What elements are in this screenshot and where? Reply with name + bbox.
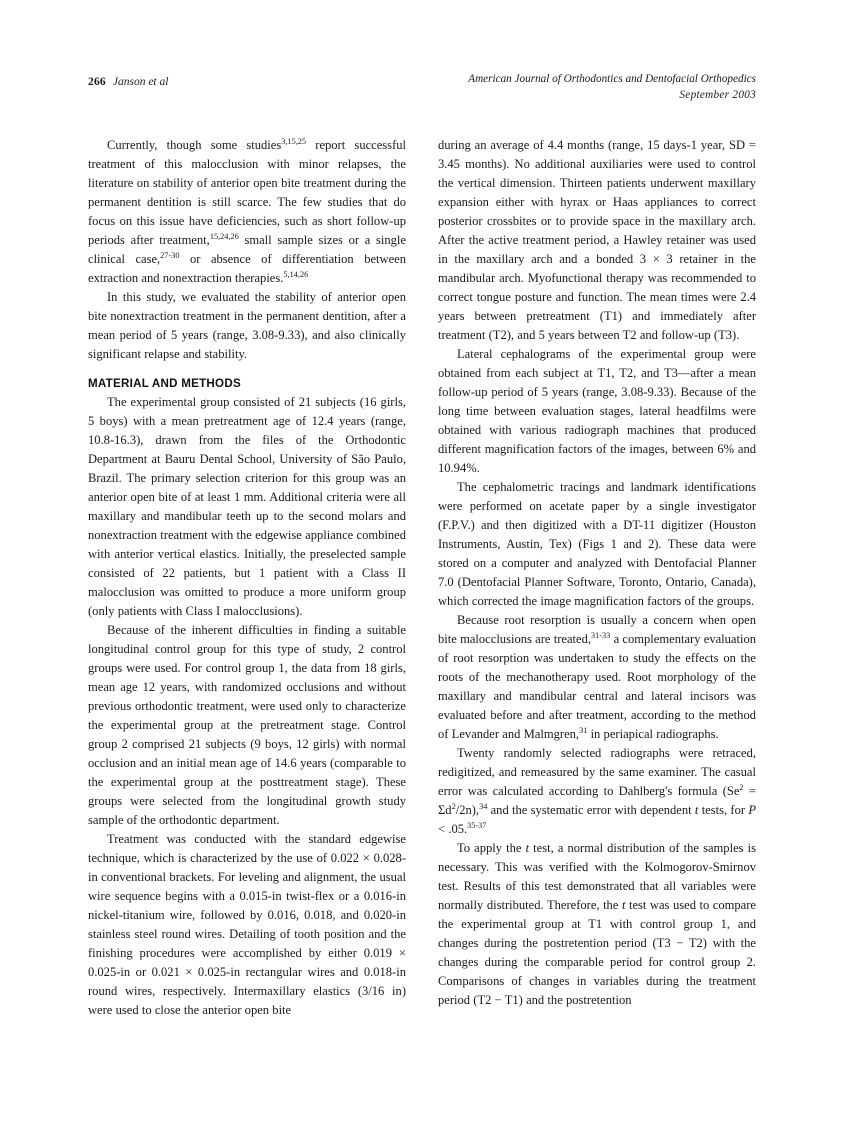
text-run: test was used to compare the experimental group at T1 with control group 1, and changes during the postretention period (T3 − T2) with the changes during the comparable period for control group 2. Comparisons of changes in variables during the treatment period (T2 − T1) and the postretention <box>438 898 756 1007</box>
citation-ref: 15,24,26 <box>209 231 239 241</box>
text-run: or absence of differentiation between extraction and nonextraction therapies. <box>88 252 406 285</box>
text-run: test, a normal distribution of the samples is necessary. This was verified with the Kolmogorov-Smirnov test. Results of this test demonstrated that all variables were normally distributed. Therefore, the <box>438 841 756 912</box>
text-run: = Σd <box>438 784 756 817</box>
text-run: Twenty randomly selected radiographs were retraced, redigitized, and remeasured by the same examiner. The casual error was calculated according to Dahlberg's formula (Se <box>438 746 756 798</box>
journal-title: American Journal of Orthodontics and Dentofacial Orthopedics <box>468 73 756 85</box>
issue-date: September 2003 <box>679 88 756 101</box>
text-run: To apply the <box>457 841 526 855</box>
citation-ref: 3,15,25 <box>281 136 307 146</box>
paragraph-experimental-group: The experimental group consisted of 21 subjects (16 girls, 5 boys) with a mean pretreatment age of 12.4 years (range, 10.8-16.3), drawn from the files of the Orthodontic Department at Bauru Dental School, University of São Paulo, Brazil. The primary selection criterion for this group was an anterior open bite of at least 1 mm. Additional criteria were all maxillary and mandibular teeth up to the second molars and nonextraction treatment with the edgewise appliance combined with anterior vertical elastics. Initially, the preselected sample consisted of 22 patients, but 1 patient with a Class II malocclusion was omitted to produce a more uniform group (only patients with Class I malocclusions). <box>88 395 406 618</box>
paragraph-current-studies <box>88 136 406 288</box>
column-right <box>438 136 756 1010</box>
text-run: report successful treatment of this malocclusion with minor relapses, the literature on stability of anterior open bite treatment during the permanent dentition is still scarce. The few studies that do focus on this issue have deficiencies, such as short follow-up periods after treatment, <box>88 138 407 247</box>
citation-ref: 31 <box>579 725 588 735</box>
citation-ref: 34 <box>479 801 488 811</box>
running-head-right <box>468 72 756 103</box>
citation-ref: 5,14,26 <box>283 269 309 279</box>
text-run: < .05. <box>438 822 468 836</box>
paragraph-cephalometric-tracings: The cephalometric tracings and landmark identifications were performed on acetate paper by a single investigator (F.P.V.) and then digitized with a DT-11 digitizer (Houston Instruments, Austin, Tex) (Figs 1 and 2). These data were stored on a computer and analyzed with Dentofacial Planner 7.0 (Dentofacial Planner Software, Toronto, Ontario, Canada), which corrected the image magnification factors of the groups. <box>438 480 756 608</box>
text-run: small sample sizes or a single clinical case, <box>88 233 406 266</box>
text-run: in periapical radiographs. <box>587 727 719 741</box>
text-run: tests, for <box>698 803 749 817</box>
running-head-authors: Janson et al <box>112 76 169 88</box>
paragraph-statistical-tests <box>438 839 756 1010</box>
running-head <box>88 72 756 108</box>
text-run: Because root resorption is usually a concern when open bite malocclusions are treated, <box>438 613 756 646</box>
column-left <box>88 136 406 1020</box>
text-run: Currently, though some studies <box>107 138 282 152</box>
page-number: 266 <box>88 76 106 88</box>
text-run: and the systematic error with dependent <box>487 803 695 817</box>
paragraph-control-groups: Because of the inherent difficulties in finding a suitable longitudinal control group for this type of study, 2 control groups were used. For control group 1, the data from 18 girls, mean age 12 years, with randomized occlusions and without previous orthodontic treatment, were used only to characterize the experimental group at the pretreatment stage. Control group 2 comprised 21 subjects (9 boys, 12 girls) with normal occlusion and an initial mean age of 14.6 years (comparable to the experimental group at the posttreatment stage). These groups were selected from the longitudinal growth study sample of the orthodontic department. <box>88 623 406 827</box>
paragraph-root-resorption <box>438 611 756 744</box>
paragraph-study-aim: In this study, we evaluated the stability of anterior open bite nonextraction treatment in the permanent dentition, after a mean period of 5 years (range, 3.08-9.33), and also clinically significant relapse and stability. <box>88 290 406 361</box>
text-run: a complementary evaluation of root resorption was undertaken to study the effects on the roots of the mechanotherapy used. Root morphology of the maxillary and mandibular central and lateral incisors was evaluated before and after treatment, according to the method of Levander and Malmgren, <box>438 632 757 741</box>
math-italic-p: P <box>748 803 756 817</box>
running-head-left <box>88 72 168 90</box>
paragraph-treatment-technique: Treatment was conducted with the standard edgewise technique, which is characterized by the use of 0.022 × 0.028-in conventional brackets. For leveling and alignment, the usual wire sequence begins with a 0.015-in twist-flex or a 0.016-in nickel-titanium wire, followed by 0.016, 0.018, and 0.020-in stainless steel round wires. Detailing of tooth position and the finishing procedures were accomplished by either 0.019 × 0.025-in or 0.021 × 0.025-in rectangular wires and 0.018-in round wires, respectively. Intermaxillary elastics (3/16 in) were used to close the anterior open bite <box>88 832 406 1017</box>
paragraph-treatment-duration: during an average of 4.4 months (range, 15 days-1 year, SD = 3.45 months). No additional auxiliaries were used to control the vertical dimension. Thirteen patients underwent maxillary expansion either with hyrax or Haas appliances to correct posterior crossbites or to provide space in the maxillary arch. After the active treatment period, a Hawley retainer was used in the maxillary arch and a bonded 3 × 3 retainer in the mandibular arch. Myofunctional therapy was recommended to correct tongue posture and function. The mean times were 2.4 years between pretreatment (T1) and immediately after treatment (T2), and 5 years between T2 and follow-up (T3). <box>438 138 756 342</box>
citation-ref: 35-37 <box>467 820 487 830</box>
math-italic-t: t <box>694 803 699 817</box>
exponent: 2 <box>739 782 744 792</box>
paragraph-lateral-cephalograms: Lateral cephalograms of the experimental group were obtained from each subject at T1, T2, and T3—after a mean follow-up period of 5 years (range, 3.08-9.33). Because of the long time between evaluation stages, lateral headfilms were obtained with various radiograph machines that produced different magnification factors of the images, between 6% and 10.94%. <box>438 347 756 475</box>
section-heading-material-and-methods: MATERIAL AND METHODS <box>88 377 241 390</box>
citation-ref: 27-30 <box>160 250 180 260</box>
math-italic-t: t <box>621 898 626 912</box>
paragraph-error-analysis <box>438 744 756 839</box>
text-run: /2n), <box>455 803 480 817</box>
math-italic-t: t <box>525 841 530 855</box>
citation-ref: 31-33 <box>591 630 611 640</box>
exponent: 2 <box>451 801 456 811</box>
